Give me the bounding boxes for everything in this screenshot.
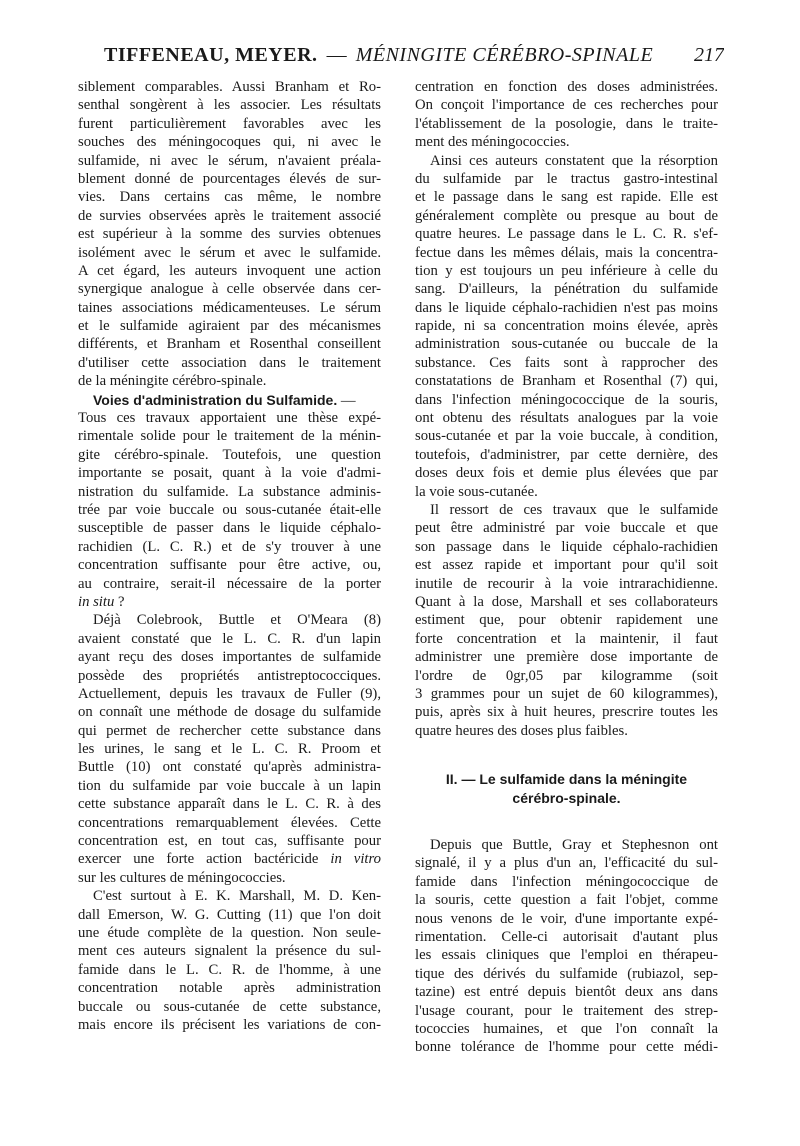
right-paragraph-1 (415, 78, 718, 152)
paragraph-line: forte concentration et la maintenir, il faut (415, 630, 718, 647)
paragraph-line: C'est surtout à E. K. Marshall, M. D. Ken- (93, 888, 381, 905)
paragraph-line: puis, après six à huit heures, prescrire toutes les (415, 704, 718, 721)
paragraph-line: ont obtenu des résultats analogues par la voie (415, 410, 718, 427)
paragraph-line: est assez rapide et important pour qu'il soit (415, 557, 718, 574)
paragraph-line: estiment que, pour obtenir rapidement une (415, 612, 718, 629)
left-paragraph-2 (78, 409, 381, 593)
paragraph-line: sur les cultures de méningococcies. (78, 869, 286, 886)
paragraph-line: rapide, ni sa concentration moins élevée, après (415, 318, 718, 335)
left-paragraph-1 (78, 78, 381, 391)
paragraph-line: administrer une première dose importante de (415, 649, 718, 666)
paragraph-line: rachidien (L. C. R.) et de s'y trouver à une (78, 538, 381, 555)
paragraph-line: susceptible de passer dans le liquide céphalo- (78, 520, 381, 537)
paragraph-line: inutile de recourir à la voie intrarachidienne. (415, 575, 718, 592)
paragraph-line: peut être administré par voie buccale et que (415, 520, 718, 537)
left-column (78, 78, 381, 1034)
paragraph-line: d'utiliser cette association dans le traitement (78, 354, 381, 371)
paragraph-line: l'ordre de 0gr,05 par kilogramme (soit (415, 667, 718, 684)
paragraph-line: importante se posait, quant à la voie d'admi- (78, 465, 381, 482)
paragraph-line (78, 850, 381, 868)
paragraph-line: Depuis que Buttle, Gray et Stephesnon ont (430, 837, 718, 854)
paragraph-line: Tous ces travaux apportaient une thèse expé- (78, 410, 381, 427)
header-separator: — (326, 44, 347, 66)
paragraph-line: de la méningite cérébro-spinale. (78, 373, 267, 390)
paragraph-line: A cet égard, les auteurs invoquent une action (78, 262, 381, 279)
paragraph-line: son passage dans le liquide céphalo-rachidien (415, 538, 718, 555)
paragraph-line: au contraire, serait-il nécessaire de la porter (78, 575, 381, 592)
paragraph-line: rimentale solide pour le traitement de la ménin- (78, 428, 381, 445)
paragraph-line: la voie sous-cutanée. (415, 483, 538, 500)
paragraph-line: nous venons de le voir, d'une importante expé- (415, 910, 718, 927)
paragraph-line: synergique analogue à celle observée dans cer- (78, 281, 381, 298)
paragraph-line: Il ressort de ces travaux que le sulfamide (430, 501, 718, 518)
paragraph-line (78, 593, 381, 611)
paragraph-line: furent particulièrement favorables avec les (78, 115, 381, 132)
paragraph-line: les essais cliniques que l'emploi en thérapeu- (415, 947, 718, 964)
right-paragraph-4 (415, 836, 718, 1057)
paragraph-line: on connaît une méthode de dosage du sulfamide (78, 704, 381, 721)
paragraph-line: généralement complète ou presque au bout de (415, 207, 718, 224)
section-heading-line-2: cérébro-spinale. (512, 790, 621, 807)
paragraph-line: bonne tolérance de l'homme pour cette médi- (415, 1039, 718, 1056)
paragraph-line: cette substance apparaît dans le L. C. R. à des (78, 796, 381, 813)
paragraph-line: taines associations médicamenteuses. Le sérum (78, 299, 381, 316)
paragraph-line: sous-cutanée et par la voie buccale, à condition, (415, 428, 718, 445)
paragraph-line: Ainsi ces auteurs constatent que la résorption (430, 152, 718, 169)
paragraph-line: Quant à la dose, Marshall et ses collaborateurs (415, 593, 718, 610)
section-subheading-line (78, 391, 381, 409)
paragraph-line: l'établissement de la posologie, dans le traite- (415, 115, 718, 132)
page-number: 217 (694, 44, 724, 66)
paragraph-line: Déjà Colebrook, Buttle et O'Meara (8) (93, 612, 381, 629)
section-heading (415, 770, 718, 808)
paragraph-line: famide dans l'infection méningococcique de (415, 873, 718, 890)
paragraph-line: 3 grammes pour un sujet de 60 kilogrammes), (415, 685, 718, 702)
header-title: MÉNINGITE CÉRÉBRO-SPINALE (355, 44, 654, 66)
paragraph-line: souches des méningocoques qui, ni avec le (78, 134, 381, 151)
paragraph-line: et le sulfamide agiraient par des mécanismes (78, 318, 381, 335)
paragraph-line: fectue dans les mêmes délais, mais la concentra- (415, 244, 718, 261)
paragraph-line: sulfamide, ni avec le sérum, n'avaient préala- (78, 152, 381, 169)
paragraph-line: tococcies humaines, et que l'on connaît la (415, 1020, 718, 1037)
paragraph-line: de survies observées après le traitement associé (78, 207, 381, 224)
paragraph-line: substance. Ces faits sont à rapprocher des (415, 354, 718, 371)
paragraph-line: tion du sulfamide par voie buccale à un lapin (78, 777, 381, 794)
paragraph-line: tion y est toujours un peu inférieure à celle du (415, 262, 718, 279)
paragraph-line: une étude complète de la question. Non seule- (78, 924, 381, 941)
in-vitro-italic: in vitro (330, 851, 381, 868)
paragraph-line: ment des méningococcies. (415, 134, 570, 151)
paragraph-line: concentrations remarquablement élevées. Cette (78, 814, 381, 831)
paragraph-line: qui permet de rechercher cette substance dans (78, 722, 381, 739)
paragraph-line: constatations de Branham et Rosenthal (7) qui, (415, 373, 718, 390)
paragraph-line: Actuellement, depuis les travaux de Fuller (9), (78, 685, 381, 702)
spacer (415, 740, 718, 770)
paragraph-line: blement donné de pourcentages élevés de sur- (78, 170, 381, 187)
right-paragraph-2 (415, 152, 718, 501)
spacer (415, 808, 718, 836)
paragraph-line: concentration est, en tout cas, suffisante pour (78, 833, 381, 850)
in-situ-rest: ? (114, 593, 125, 610)
left-paragraph-3 (78, 611, 381, 850)
paragraph-line: ment ces auteurs signalent la présence du sul- (78, 943, 381, 960)
paragraph-line: dans le liquide céphalo-rachidien n'est pas moins (415, 299, 718, 316)
paragraph-line: les urines, le sang et le L. C. R. Proom et (78, 741, 381, 758)
running-header (104, 44, 724, 74)
paragraph-line: famide dans le L. C. R. de l'homme, à une (78, 961, 381, 978)
paragraph-line: concentration notable après administration (78, 980, 381, 997)
paragraph-line: concentration suffisante pour être active, ou, (78, 557, 381, 574)
paragraph-line: siblement comparables. Aussi Branham et Ro- (78, 79, 381, 95)
paragraph-line: avaient constaté que le L. C. R. d'un lapin (78, 630, 381, 647)
paragraph-line: sang. D'ailleurs, la pénétration du sulfamide (415, 281, 718, 298)
paragraph-line: dans l'infection méningococcique de la souris, (415, 391, 718, 408)
paragraph-line: trée par voie buccale ou sous-cutanée était-elle (78, 501, 381, 518)
paragraph-line: rimentation. Celle-ci autorisait d'autant plus (415, 929, 718, 946)
paragraph-line: isolément avec le sérum et avec le sulfamide. (78, 244, 381, 261)
header-authors: TIFFENEAU, MEYER. (104, 44, 318, 66)
paragraph-line: du sulfamide par le tractus gastro-intestinal (415, 170, 718, 187)
paragraph-line: nistration du sulfamide. La substance adminis- (78, 483, 381, 500)
paragraph-line: quatre heures. Le passage dans le L. C. R. s'ef- (415, 226, 718, 243)
paragraph-line: ayant reçu des doses importantes de sulfamide (78, 649, 381, 666)
section-heading-line-1: II. — Le sulfamide dans la méningite (445, 771, 688, 788)
paragraph-line: toutefois, d'administrer, par cette dernière, des (415, 446, 718, 463)
paragraph-line: signalé, il y a plus d'un an, l'efficacité du sul- (415, 855, 718, 872)
paragraph-line: l'usage courant, pour le traitement des strep- (415, 1002, 718, 1019)
paragraph-line: dall Emerson, W. G. Cutting (11) que l'on doit (78, 906, 381, 923)
paragraph-line: est supérieur à la somme des survies obtenues (78, 226, 381, 243)
paragraph-line: et le passage dans le sang est rapide. Elle est (415, 189, 718, 206)
subheading-voies-administration: Voies d'administration du Sulfamide. (93, 391, 338, 408)
paragraph-line: la souris, cette question a fait l'objet, comme (415, 892, 718, 909)
right-column (415, 78, 718, 1057)
paragraph-line: Buttle (10) ont constaté qu'après administra- (78, 759, 381, 776)
line-text: exercer une forte action bactéricide (78, 851, 331, 868)
right-paragraph-3 (415, 501, 718, 740)
paragraph-line: doses deux fois et demie plus élevées que par (415, 465, 718, 482)
in-situ-italic: in situ (78, 593, 115, 610)
paragraph-line: mais encore ils précisent les variations de con- (78, 1016, 381, 1033)
paragraph-line: centration en fonction des doses administrées. (415, 79, 718, 95)
paragraph-line: buccale ou sous-cutanée de cette substance, (78, 998, 381, 1015)
paragraph-line: tique des dérivés du sulfamide (rubiazol, sep- (415, 965, 718, 982)
paragraph-line: différents, et Branham et Rosenthal conseillent (78, 336, 381, 353)
subheading-dash: — (337, 392, 356, 409)
paragraph-line: vies. Dans certains cas même, le nombre (78, 189, 381, 206)
paragraph-line: administration sous-cutanée ou buccale de la (415, 336, 718, 353)
paragraph-line: quatre heures des doses plus faibles. (415, 722, 628, 739)
left-paragraph-4 (78, 887, 381, 1034)
paragraph-line: senthal songèrent à les associer. Les résultats (78, 97, 381, 114)
paragraph-line: gite cérébro-spinale. Toutefois, une question (78, 446, 381, 463)
paragraph-line: tazine) est entré depuis bientôt deux ans dans (415, 984, 718, 1001)
paragraph-line: On conçoit l'importance de ces recherches pour (415, 97, 718, 114)
paragraph-line: possède des propriétés antistreptococciques. (78, 667, 381, 684)
